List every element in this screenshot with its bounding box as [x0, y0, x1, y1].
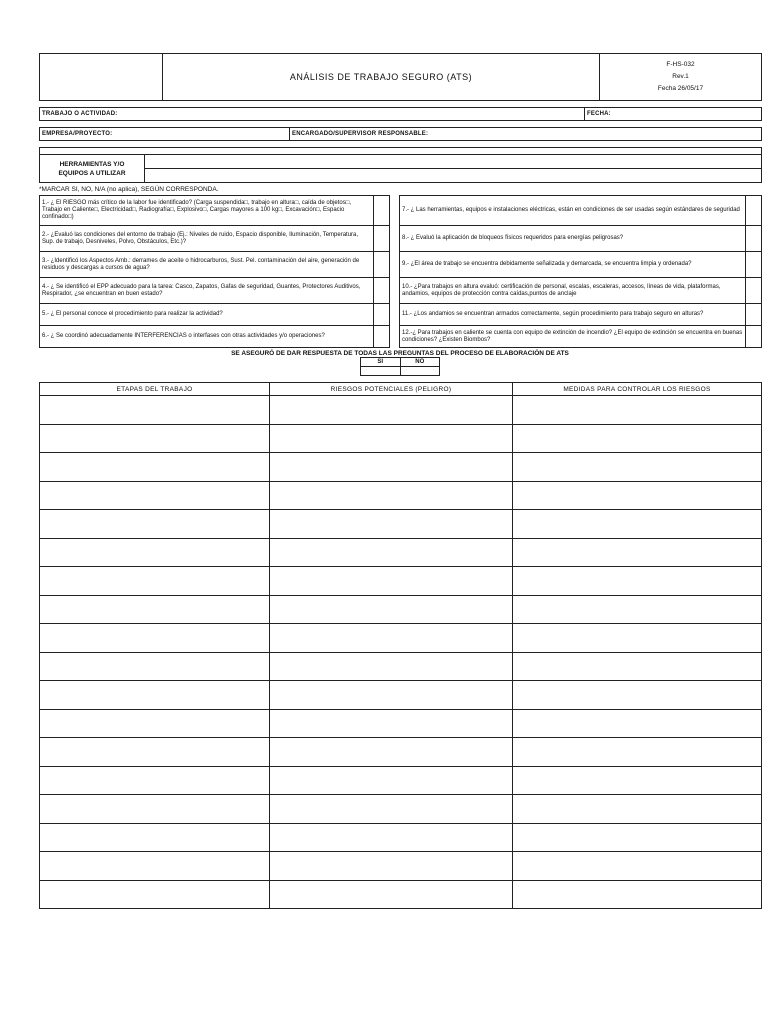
stage-cell[interactable] [40, 709, 270, 738]
measure-cell[interactable] [513, 852, 762, 881]
measure-cell[interactable] [513, 766, 762, 795]
form-code-cell [600, 54, 762, 101]
form-revision: Rev.1 [672, 73, 689, 80]
risk-cell[interactable] [270, 595, 513, 624]
question-left: 4.- ¿ Se identificó el EPP adecuado para la tarea: Casco, Zapatos, Gafas de seguridad, Guantes, Protectores Auditivos, Respirador, ¿se encuentran en buen estado? [40, 278, 374, 304]
risk-cell[interactable] [270, 453, 513, 482]
question-right: 11.- ¿Los andamios se encuentran armados correctamente, según procedimiento para trabajo seguro en alturas? [400, 304, 746, 326]
risk-cell[interactable] [270, 510, 513, 539]
table-row [40, 510, 762, 539]
risk-cell[interactable] [270, 396, 513, 425]
stage-cell[interactable] [40, 538, 270, 567]
question-row [40, 326, 762, 348]
question-row [40, 226, 762, 252]
risk-cell[interactable] [270, 709, 513, 738]
measure-cell[interactable] [513, 595, 762, 624]
stage-cell[interactable] [40, 652, 270, 681]
table-row [40, 681, 762, 710]
question-left: 6.- ¿ Se coordinó adecuadamente INTERFERENCIAS o interfases con otras actividades y/o operaciones? [40, 326, 374, 348]
risk-cell[interactable] [270, 567, 513, 596]
tools-label-line1: HERRAMIENTAS Y/O [59, 160, 125, 168]
questions-table [39, 195, 762, 348]
question-spacer [390, 196, 400, 226]
stage-cell[interactable] [40, 424, 270, 453]
risk-cell[interactable] [270, 795, 513, 824]
stage-cell[interactable] [40, 681, 270, 710]
measure-cell[interactable] [513, 424, 762, 453]
risk-cell[interactable] [270, 852, 513, 881]
supervisor-label: ENCARGADO/SUPERVISOR RESPONSABLE: [292, 131, 429, 137]
stage-cell[interactable] [40, 396, 270, 425]
company-label: EMPRESA/PROYECTO: [42, 131, 113, 137]
answer-box-left[interactable] [374, 278, 390, 304]
answer-box-right[interactable] [746, 326, 762, 348]
column-risks: RIESGOS POTENCIALES (PELIGRO) [270, 383, 513, 396]
supervisor-field[interactable] [290, 128, 762, 141]
stage-cell[interactable] [40, 852, 270, 881]
measure-cell[interactable] [513, 481, 762, 510]
stage-cell[interactable] [40, 481, 270, 510]
stage-cell[interactable] [40, 595, 270, 624]
stage-cell[interactable] [40, 624, 270, 653]
form-code: F-HS-032 [666, 61, 695, 68]
risk-cell[interactable] [270, 481, 513, 510]
table-row [40, 481, 762, 510]
answer-box-right[interactable] [746, 226, 762, 252]
risk-cell[interactable] [270, 823, 513, 852]
table-row [40, 652, 762, 681]
no-label: NO [400, 358, 440, 367]
question-left: 3.- ¿Identificó los Aspectos Amb.: derrames de aceite o hidrocarburos, Sust. Pel. contaminación del aire, generación de residuos y descargas a cursos de agua? [40, 252, 374, 278]
question-spacer [390, 326, 400, 348]
table-row [40, 795, 762, 824]
instruction-note: *MARCAR SI, NO, N/A (no aplica), SEGÚN CORRESPONDA. [39, 186, 219, 193]
company-field[interactable] [40, 128, 290, 141]
yes-checkbox[interactable] [361, 367, 401, 376]
column-stages: ETAPAS DEL TRABAJO [40, 383, 270, 396]
answer-box-left[interactable] [374, 196, 390, 226]
work-row [39, 107, 762, 121]
work-activity-field[interactable] [40, 108, 585, 121]
tools-label [40, 155, 145, 183]
table-row [40, 453, 762, 482]
question-spacer [390, 252, 400, 278]
measure-cell[interactable] [513, 453, 762, 482]
question-row [40, 252, 762, 278]
risk-cell[interactable] [270, 538, 513, 567]
risk-table [39, 382, 762, 909]
answer-box-left[interactable] [374, 326, 390, 348]
table-row [40, 538, 762, 567]
risk-cell[interactable] [270, 681, 513, 710]
work-activity-label: TRABAJO O ACTIVIDAD: [42, 111, 118, 117]
table-row [40, 396, 762, 425]
table-row [40, 766, 762, 795]
form-title: ANÁLISIS DE TRABAJO SEGURO (ATS) [163, 54, 600, 101]
stage-cell[interactable] [40, 766, 270, 795]
company-row [39, 127, 762, 141]
answer-box-right[interactable] [746, 304, 762, 326]
tools-input-2[interactable] [145, 169, 762, 183]
confirmation-text: SE ASEGURÓ DE DAR RESPUESTA DE TODAS LAS PREGUNTAS DEL PROCESO DE ELABORACIÓN DE ATS [231, 350, 569, 357]
answer-box-right[interactable] [746, 252, 762, 278]
question-spacer [390, 226, 400, 252]
tools-label-line2: EQUIPOS A UTILIZAR [58, 169, 126, 177]
stage-cell[interactable] [40, 567, 270, 596]
stage-cell[interactable] [40, 795, 270, 824]
question-spacer [390, 304, 400, 326]
measure-cell[interactable] [513, 624, 762, 653]
question-right: 12.-¿ Para trabajos en caliente se cuenta con equipo de extinción de incendio? ¿El equipo de extinción se encuentra en buenas condiciones? ¿Existen Biombos? [400, 326, 746, 348]
table-row [40, 852, 762, 881]
risk-cell[interactable] [270, 652, 513, 681]
answer-box-right[interactable] [746, 278, 762, 304]
tools-input-1[interactable] [145, 155, 762, 169]
logo-cell [40, 54, 163, 101]
risk-cell[interactable] [270, 424, 513, 453]
answer-box-left[interactable] [374, 252, 390, 278]
answer-box-right[interactable] [746, 196, 762, 226]
table-row [40, 595, 762, 624]
answer-box-left[interactable] [374, 226, 390, 252]
measure-cell[interactable] [513, 396, 762, 425]
question-right: 8.- ¿ Evaluó la aplicación de bloqueos físicos requeridos para energías peligrosas? [400, 226, 746, 252]
yes-no-table [360, 357, 440, 376]
measure-cell[interactable] [513, 567, 762, 596]
stage-cell[interactable] [40, 880, 270, 909]
date-label: FECHA: [587, 111, 611, 117]
measure-cell[interactable] [513, 652, 762, 681]
table-row [40, 880, 762, 909]
measure-cell[interactable] [513, 823, 762, 852]
measure-cell[interactable] [513, 681, 762, 710]
measure-cell[interactable] [513, 510, 762, 539]
risk-cell[interactable] [270, 624, 513, 653]
question-left: 2.- ¿Evaluó las condiciones del entorno de trabajo (Ej.: Niveles de ruido, Espacio disponible, Iluminación, Temperatura, Sup. de trabajo, Desniveles, Polvo, Obstáculos, Etc.)? [40, 226, 374, 252]
date-field[interactable] [585, 108, 762, 121]
stage-cell[interactable] [40, 453, 270, 482]
table-row [40, 424, 762, 453]
tools-table [39, 147, 762, 183]
measure-cell[interactable] [513, 538, 762, 567]
question-right: 7.- ¿ Las herramientas, equipos e instalaciones eléctricas, están en condiciones de ser usadas según estándares de seguridad [400, 196, 746, 226]
stage-cell[interactable] [40, 823, 270, 852]
form-header [39, 53, 762, 101]
measure-cell[interactable] [513, 880, 762, 909]
form-date: Fecha 26/05/17 [657, 85, 704, 92]
measure-cell[interactable] [513, 738, 762, 767]
risk-cell[interactable] [270, 738, 513, 767]
measure-cell[interactable] [513, 795, 762, 824]
column-measures: MEDIDAS PARA CONTROLAR LOS RIESGOS [513, 383, 762, 396]
risk-cell[interactable] [270, 766, 513, 795]
answer-box-left[interactable] [374, 304, 390, 326]
no-checkbox[interactable] [400, 367, 440, 376]
question-right: 10.- ¿Para trabajos en altura evaluó: certificación de personal, escalas, escaleras, accesos, líneas de vida, plataformas, andamios, equipos de protección contra caídas,puntos de anclaje [400, 278, 746, 304]
table-row [40, 567, 762, 596]
tools-top-line [40, 148, 762, 155]
question-row [40, 304, 762, 326]
stage-cell[interactable] [40, 510, 270, 539]
measure-cell[interactable] [513, 709, 762, 738]
yes-label: SI [361, 358, 401, 367]
question-row [40, 196, 762, 226]
question-spacer [390, 278, 400, 304]
stage-cell[interactable] [40, 738, 270, 767]
table-row [40, 624, 762, 653]
risk-cell[interactable] [270, 880, 513, 909]
ats-form [39, 53, 761, 909]
question-row [40, 278, 762, 304]
question-left: 1.- ¿ El RIESGO más crítico de la labor fue identificado? (Carga suspendida□, trabajo en altura□, caída de objetos□, Trabajo en Caliente□, Electricidad□, Radiografía□, Explosivo□, Cargas mayores a 100 kg□, Excavación□, Espacio confinado□) [40, 196, 374, 226]
table-row [40, 823, 762, 852]
table-row [40, 709, 762, 738]
question-left: 5.- ¿ El personal conoce el procedimiento para realizar la actividad? [40, 304, 374, 326]
table-row [40, 738, 762, 767]
question-right: 9.- ¿El área de trabajo se encuentra debidamente señalizada y demarcada, se encuentra limpia y ordenada? [400, 252, 746, 278]
